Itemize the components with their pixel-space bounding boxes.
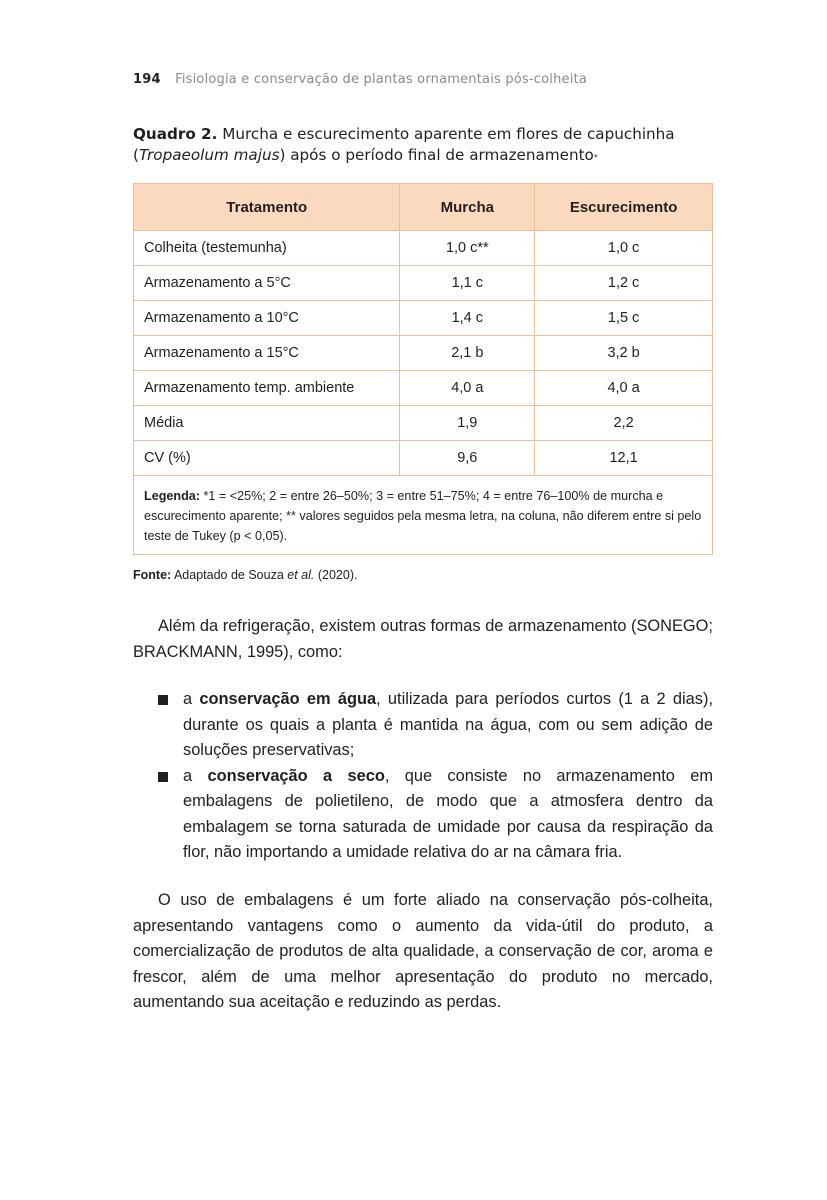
table-source — [133, 568, 357, 582]
cell-escurecimento: 1,2 c — [535, 266, 713, 301]
source-italic: et al. — [287, 568, 315, 582]
cell-murcha: 9,6 — [400, 441, 535, 476]
page-number: 194 — [133, 72, 161, 87]
cell-treatment: Armazenamento a 5°C — [134, 266, 400, 301]
cell-treatment: Armazenamento a 10°C — [134, 301, 400, 336]
cell-escurecimento: 1,5 c — [535, 301, 713, 336]
cell-treatment: Armazenamento a 15°C — [134, 336, 400, 371]
source-year: (2020). — [314, 568, 358, 582]
table-row-mean — [134, 406, 713, 441]
header-tratamento: Tratamento — [134, 184, 400, 231]
paragraph: Além da refrigeração, existem outras formas de armazenamento (SONEGO; BRACKMANN, 1995), como: — [133, 617, 713, 661]
cell-treatment: CV (%) — [134, 441, 400, 476]
table-header-row — [134, 184, 713, 231]
cell-murcha: 1,0 c** — [400, 231, 535, 266]
legend-text: *1 = <25%; 2 = entre 26–50%; 3 = entre 51–75%; 4 = entre 76–100% de murcha e escurecimento aparente; ** valores seguidos pela mesma letra, na coluna, não diferem entre si pelo teste de Tukey (p < 0,05). — [144, 489, 702, 543]
bullet-prefix: a — [183, 766, 208, 785]
cell-treatment: Armazenamento temp. ambiente — [134, 371, 400, 406]
cell-escurecimento: 2,2 — [535, 406, 713, 441]
bullet-list — [133, 687, 713, 866]
cell-treatment: Média — [134, 406, 400, 441]
caption-species: Tropaeolum majus — [138, 146, 280, 164]
caption-text-end: ) após o período final de armazenamento — [279, 146, 594, 164]
square-bullet-icon — [158, 695, 168, 705]
source-label: Fonte: — [133, 568, 172, 582]
bullet-item — [133, 687, 713, 764]
table-row-cv — [134, 441, 713, 476]
table-row — [134, 336, 713, 371]
square-bullet-icon — [158, 772, 168, 782]
cell-escurecimento: 3,2 b — [535, 336, 713, 371]
cell-escurecimento: 4,0 a — [535, 371, 713, 406]
book-title: Fisiologia e conservação de plantas ornamentais pós-colheita — [175, 72, 588, 87]
table-row — [134, 231, 713, 266]
cell-escurecimento: 12,1 — [535, 441, 713, 476]
cell-murcha: 1,9 — [400, 406, 535, 441]
caption-footnote-mark: * — [593, 153, 598, 162]
bullet-term: conservação a seco — [207, 766, 385, 785]
table-legend-row — [134, 476, 713, 555]
cell-murcha: 1,4 c — [400, 301, 535, 336]
data-table — [133, 183, 713, 555]
header-murcha: Murcha — [400, 184, 535, 231]
cell-treatment: Colheita (testemunha) — [134, 231, 400, 266]
bullet-prefix: a — [183, 690, 200, 708]
table-row — [134, 301, 713, 336]
bullet-text: , utilizada para períodos curtos (1 a 2 dias), durante os quais a planta é mantida na água, com ou sem adição de soluções preservativas; — [183, 690, 714, 759]
caption-text: Murcha e escurecimento aparente em flores de capuchinha ( — [133, 125, 675, 164]
bullet-text: , que consiste no armazenamento em embalagens de polietileno, de modo que a atmosfera dentro da embalagem se torna saturada de umidade por causa da respiração da flor, não importando a umidade relativa do ar na câmara fria. — [183, 766, 713, 861]
source-text: Adaptado de Souza — [171, 568, 288, 582]
running-head — [133, 72, 587, 87]
table-caption — [133, 124, 713, 166]
table-row — [134, 266, 713, 301]
cell-murcha: 4,0 a — [400, 371, 535, 406]
header-escurecimento: Escurecimento — [535, 184, 713, 231]
bullet-item — [133, 764, 713, 866]
paragraph: O uso de embalagens é um forte aliado na conservação pós-colheita, apresentando vantagens como o aumento da vida-útil do produto, a comercialização de produtos de alta qualidade, a conservação de cor, aroma e frescor, além de uma melhor apresentação do produto no mercado, aumentando sua aceitação e reduzindo as perdas. — [133, 891, 713, 1011]
table-row — [134, 371, 713, 406]
cell-murcha: 2,1 b — [400, 336, 535, 371]
caption-label: Quadro 2. — [133, 125, 218, 143]
bullet-term: conservação em água — [199, 690, 377, 708]
legend-label: Legenda: — [144, 489, 200, 503]
cell-escurecimento: 1,0 c — [535, 231, 713, 266]
table-legend — [134, 476, 713, 555]
cell-murcha: 1,1 c — [400, 266, 535, 301]
